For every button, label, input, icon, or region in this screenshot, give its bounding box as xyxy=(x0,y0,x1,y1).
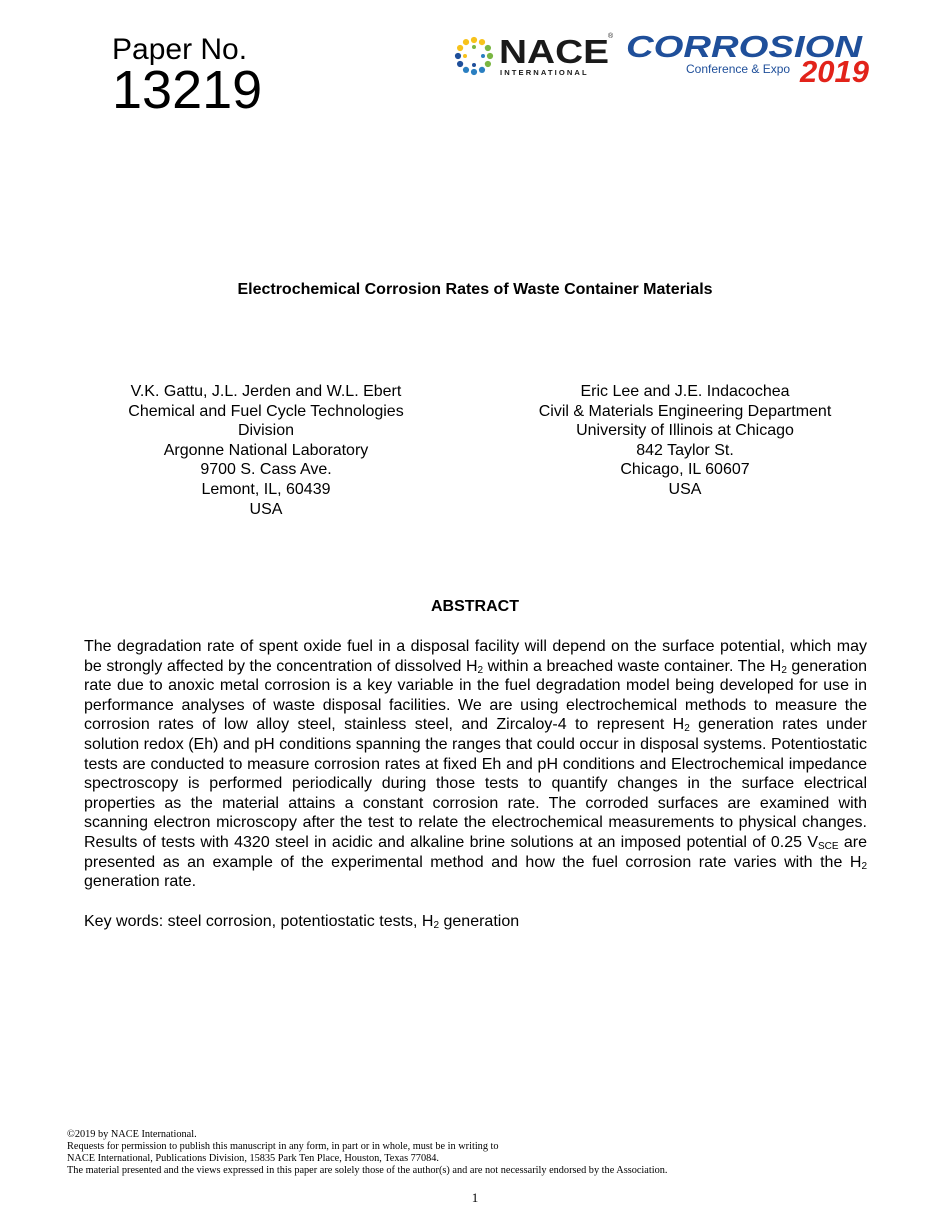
subscript: 2 xyxy=(477,664,484,676)
paper-label: Paper No. xyxy=(112,33,248,66)
author-line: USA xyxy=(249,500,283,518)
keywords-tail: generation xyxy=(439,913,520,930)
nace-registered-mark: ® xyxy=(608,33,614,40)
author-line: V.K. Gattu, J.L. Jerden and W.L. Ebert xyxy=(130,383,402,400)
footer-line: ©2019 by NACE International. xyxy=(67,1129,197,1140)
author-block-uic xyxy=(520,382,850,500)
author-line: Civil & Materials Engineering Department xyxy=(538,402,832,420)
author-line: USA xyxy=(668,480,702,498)
abstract-text: The degradation rate of spent oxide fuel in a disposal facility will depend on the surface potential, which may be strongly affected by the concentration of dissolved H xyxy=(84,638,867,675)
footer-line: Requests for permission to publish this manuscript in any form, in part or in whole, must be in writing to xyxy=(67,1140,499,1152)
abstract-body xyxy=(84,637,867,892)
corrosion-2019-logo xyxy=(624,28,886,88)
keywords xyxy=(84,912,867,932)
author-block-argonne xyxy=(110,382,422,519)
nace-wordmark: NACE xyxy=(499,33,609,70)
nace-ring-icon xyxy=(455,37,493,75)
abstract-text: generation rates under solution redox (Eh) and pH conditions spanning the ranges that could occur in disposal systems. Potentiostatic tests are conducted to measure corrosion rates at fixed Eh and pH conditions and Electrochemical impedance spectroscopy is performed periodically during those tests to quantify changes in the surface electrical properties as the material attains a constant corrosion rate. The corroded surfaces are examined with scanning electron microscopy after the test to relate the electrochemical measurements to physical changes. Results of tests with 4320 steel in acidic and alkaline brine solutions at an imposed potential of 0.25 V xyxy=(84,716,867,851)
corrosion-year: 2019 xyxy=(800,54,869,88)
author-line: Lemont, IL, 60439 xyxy=(201,480,331,498)
subscript: 2 xyxy=(684,723,690,735)
author-line: 842 Taylor St. xyxy=(636,441,734,459)
abstract-text: generation rate due to anoxic metal corrosion is a key variable in the fuel degradation model being developed for use in performance analyses of waste disposal facilities. We are using electrochemical methods to measure the corrosion rates of low alloy steel, stainless steel, and Zircaloy-4 to represent H xyxy=(84,657,868,734)
author-line: Chemical and Fuel Cycle Technologies xyxy=(128,402,404,420)
footer-line: The material presented and the views expressed in this paper are solely those of the author(s) and are not necessarily endorsed by the Association. xyxy=(67,1164,668,1176)
author-line: Argonne National Laboratory xyxy=(163,441,369,459)
footer-line: NACE International, Publications Division, 15835 Park Ten Place, Houston, Texas 77084. xyxy=(67,1152,439,1164)
abstract-heading: ABSTRACT xyxy=(431,598,519,615)
subscript: 2 xyxy=(781,664,787,676)
author-line: Chicago, IL 60607 xyxy=(620,461,750,479)
author-line: 9700 S. Cass Ave. xyxy=(200,461,332,479)
author-line: University of Illinois at Chicago xyxy=(576,422,794,440)
abstract-text: within a breached waste container. The H xyxy=(483,657,782,675)
corrosion-wordmark: CORROSION xyxy=(626,29,863,64)
keywords-text: Key words: steel corrosion, potentiostatic tests, H xyxy=(84,913,434,930)
page-number: 1 xyxy=(471,1190,479,1205)
subscript: 2 xyxy=(861,860,867,872)
author-line: Division xyxy=(237,422,294,440)
author-line: Eric Lee and J.E. Indacochea xyxy=(580,383,790,400)
abstract-text: generation rate. xyxy=(84,873,197,891)
paper-title: Electrochemical Corrosion Rates of Waste Container Materials xyxy=(237,281,713,298)
nace-logo xyxy=(452,30,618,82)
paper-number: 13219 xyxy=(112,60,263,120)
corrosion-subtitle: Conference & Expo xyxy=(686,62,791,76)
subscript: 2 xyxy=(433,920,440,931)
subscript: SCE xyxy=(818,840,839,852)
copyright-footer xyxy=(67,1129,867,1177)
abstract-text: are presented as an example of the experimental method and how the fuel corrosion rate varies with the H xyxy=(84,833,867,871)
nace-subtitle: INTERNATIONAL xyxy=(500,68,589,77)
